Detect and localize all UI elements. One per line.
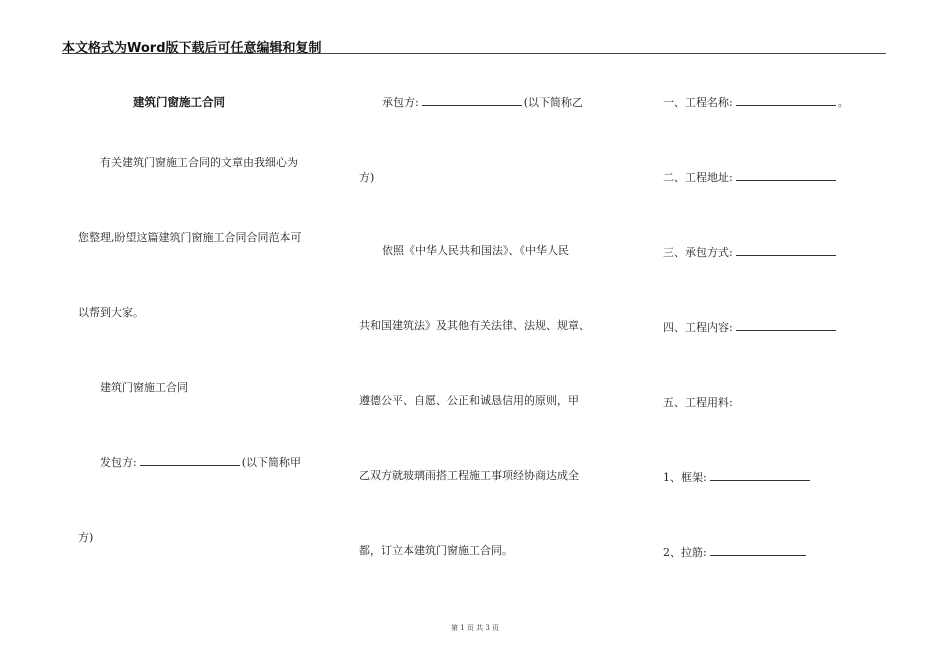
header-divider xyxy=(62,53,886,54)
party-b-label: 承包方: xyxy=(382,96,419,109)
frame-blank xyxy=(710,470,810,481)
item-contract-method-label: 三、承包方式: xyxy=(663,246,733,259)
party-a-suffix: (以下简称甲 xyxy=(241,456,302,469)
project-address-blank xyxy=(736,170,836,181)
document-title: 建筑门窗施工合同 xyxy=(133,95,225,109)
contract-method-blank xyxy=(736,245,836,256)
basis-line-4: 乙双方就玻璃雨搭工程施工事项经协商达成全 xyxy=(359,469,579,482)
basis-line-2: 共和国建筑法》及其他有关法律、法规、规章、 xyxy=(359,319,590,332)
document-header: 本文格式为Word版下载后可任意编辑和复制 xyxy=(62,41,322,56)
item-project-address-label: 二、工程地址: xyxy=(663,171,733,184)
basis-line-3: 遵德公平、自愿、公正和诚恳信用的原则，甲 xyxy=(359,394,579,407)
item-project-name-label: 一、工程名称: xyxy=(663,96,733,109)
sub-item-tie-bar xyxy=(663,544,808,560)
party-b-end: 方) xyxy=(359,171,375,184)
tie-bar-blank xyxy=(710,545,806,556)
item-project-content xyxy=(663,319,838,335)
party-a-blank xyxy=(140,455,240,466)
basis-line-1: 依照《中华人民共和国法》、《中华人民 xyxy=(382,244,569,257)
sub-item-frame xyxy=(663,469,812,485)
party-b-suffix: (以下简称乙 xyxy=(523,96,584,109)
contract-subtitle: 建筑门窗施工合同 xyxy=(100,381,188,394)
party-a-end: 方) xyxy=(78,531,94,544)
sub-item-tie-bar-label: 2、拉筋: xyxy=(663,546,707,559)
page-number: 第 1 页 共 3 页 xyxy=(450,624,500,632)
intro-line-2: 您整理,盼望这篇建筑门窗施工合同合同范本可 xyxy=(78,231,302,244)
sub-item-frame-label: 1、框架: xyxy=(663,471,707,484)
intro-line-1: 有关建筑门窗施工合同的文章由我细心为 xyxy=(100,156,298,169)
party-a-label: 发包方: xyxy=(100,456,137,469)
project-name-blank xyxy=(736,95,836,106)
party-a-line xyxy=(100,454,301,470)
basis-line-5: 都，订立本建筑门窗施工合同。 xyxy=(359,544,513,557)
intro-line-3: 以帮到大家。 xyxy=(78,306,144,319)
item-project-name-end: 。 xyxy=(837,96,849,109)
item-project-materials: 五、工程用料: xyxy=(663,396,733,409)
item-project-content-label: 四、工程内容: xyxy=(663,321,733,334)
item-project-address xyxy=(663,169,838,185)
project-content-blank xyxy=(736,320,836,331)
item-contract-method xyxy=(663,244,838,260)
party-b-line xyxy=(382,94,583,110)
party-b-blank xyxy=(422,95,522,106)
item-project-name xyxy=(663,94,849,110)
